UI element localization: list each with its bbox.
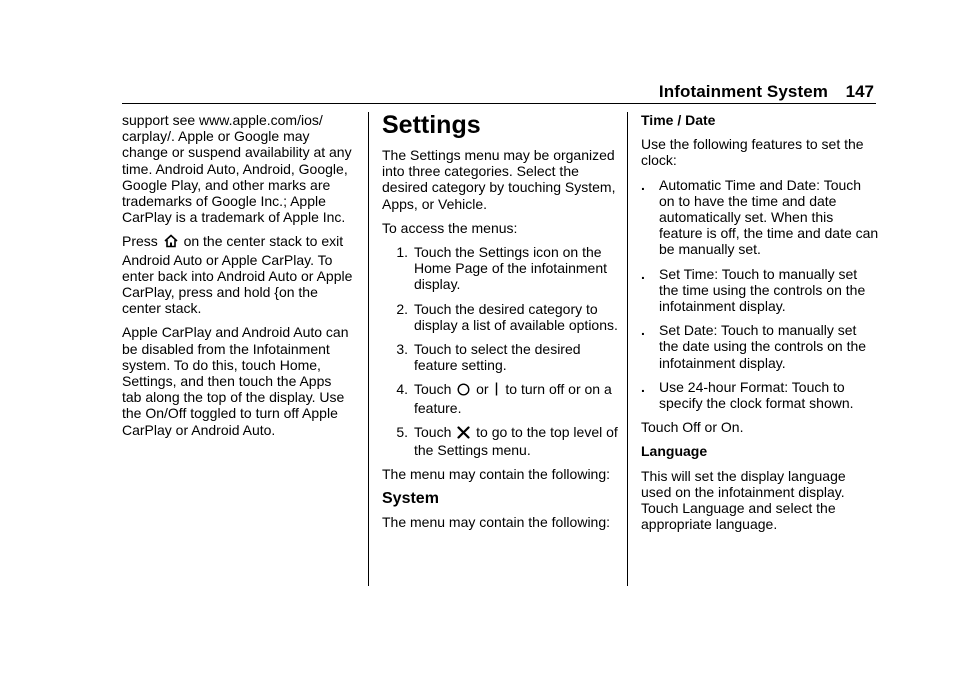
time-date-intro: Use the following features to set the clock: <box>641 136 864 169</box>
column-divider-2 <box>627 112 628 586</box>
press-text: Press <box>122 233 158 250</box>
step-text: Touch the desired category to display a list of available options. <box>414 300 618 333</box>
home-icon <box>164 234 178 251</box>
time-options-list <box>641 177 879 412</box>
access-menus-text: To access the menus: <box>382 219 518 236</box>
step-text <box>414 381 620 415</box>
list-item <box>641 266 879 315</box>
exit-text: on the center stack to exit Android Auto or Apple CarPlay. To enter back into Android Auto or Apple CarPlay, press and hold {on the center stack. <box>122 233 353 317</box>
step-item <box>382 424 620 458</box>
system-contains-text: The menu may contain the following: <box>382 514 611 531</box>
list-item-text: Use 24-hour Format: Touch to specify the clock format shown. <box>659 378 854 412</box>
touch-text: Touch <box>414 423 452 440</box>
or-text: or <box>476 381 489 398</box>
toggle-feature-text: to turn off or on a feature. <box>414 381 612 416</box>
settings-heading: Settings <box>382 111 481 139</box>
step-number: 4. <box>396 381 408 398</box>
close-x-icon <box>457 426 470 442</box>
step-text <box>414 424 620 458</box>
bullet-marker: . <box>641 265 645 282</box>
steps-list <box>382 244 620 458</box>
top-level-text: to go to the top level of the Settings menu. <box>414 423 618 459</box>
disable-carplay-paragraph: Apple CarPlay and Android Auto can be disabled from the Infotainment system. To do this, touch Home, Settings, and then touch the Apps tab along the top of the display. Use the On/Off toggled to turn off Apple CarPlay or Android Auto. <box>122 324 349 438</box>
running-title: Infotainment System <box>658 82 828 101</box>
list-item <box>641 322 879 371</box>
header-rule <box>122 103 876 104</box>
list-item <box>641 177 879 258</box>
list-item-text: Set Date: Touch to manually set the date using the controls on the infotainment display. <box>659 322 867 371</box>
system-heading: System <box>382 490 439 508</box>
settings-intro: The Settings menu may be organized into three categories. Select the desired category by touching System, Apps, or Vehicle. <box>382 147 616 212</box>
step-number: 5. <box>396 423 408 440</box>
list-item-text: Automatic Time and Date: Touch on to have the time and date automatically set. When this feature is off, the time and date can be manually set. <box>659 176 879 258</box>
exit-instructions-paragraph <box>122 233 354 316</box>
step-item <box>382 381 620 415</box>
step-number: 3. <box>396 341 408 358</box>
column-divider-1 <box>368 112 369 586</box>
bullet-marker: . <box>641 322 645 339</box>
language-heading: Language <box>641 443 708 460</box>
step-text: Touch the Settings icon on the Home Page of the infotainment display. <box>414 244 608 293</box>
column-1 <box>122 112 354 446</box>
language-text: This will set the display language used on the infotainment display. Touch Language and select the appropriate language. <box>641 467 846 533</box>
bullet-marker: . <box>641 176 645 193</box>
circle-off-icon <box>457 383 470 399</box>
time-date-heading: Time / Date <box>641 112 716 128</box>
column-3 <box>641 112 879 540</box>
bullet-marker: . <box>641 378 645 395</box>
step-item <box>382 301 620 333</box>
list-item <box>641 379 879 411</box>
step-number: 1. <box>396 244 408 261</box>
touch-text: Touch <box>414 381 452 398</box>
page-number: 147 <box>845 82 874 101</box>
touch-off-on-text: Touch Off or On. <box>641 419 744 436</box>
column-2 <box>382 112 620 539</box>
menu-contains-text: The menu may contain the following: <box>382 466 611 483</box>
step-text: Touch to select the desired feature setting. <box>414 341 581 374</box>
step-item <box>382 244 620 293</box>
step-number: 2. <box>396 300 408 317</box>
carplay-support-paragraph: support see www.apple.com/ios/ carplay/. Apple or Google may change or suspend availability at any time. Android Auto, Android, Google, Google Play, and other marks are trademarks of Google Inc.; Apple CarPlay is a trademark of Apple Inc. <box>122 112 352 226</box>
step-item <box>382 341 620 373</box>
list-item-text: Set Time: Touch to manually set the time using the controls on the infotainment display. <box>659 265 866 315</box>
bar-on-icon <box>494 382 499 399</box>
